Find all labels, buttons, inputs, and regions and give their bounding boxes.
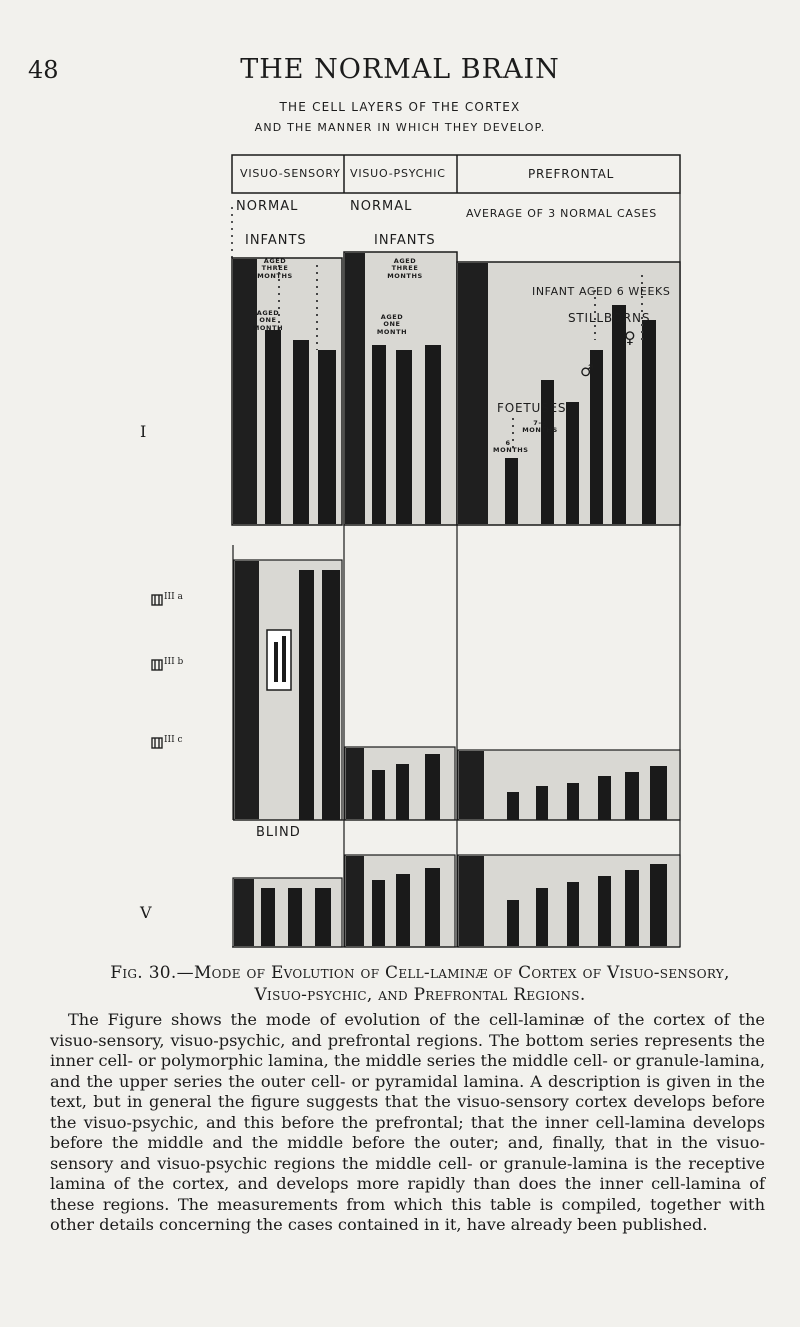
row-label-V: V: [140, 903, 152, 922]
column-header-visuo-sensory: VISUO-SENSORY: [240, 167, 341, 180]
label-normal-visuo-sensory: NORMAL: [236, 199, 299, 214]
region-I-visuo-sensory: [232, 207, 342, 525]
row-label-IIIb: III b: [164, 657, 184, 667]
label-average-normal-cases: AVERAGE OF 3 NORMAL CASES: [466, 207, 658, 220]
figure-caption: [100, 962, 740, 1006]
region-I-prefrontal: [457, 262, 680, 525]
running-head: THE NORMAL BRAIN: [240, 54, 560, 85]
figure-caption-text: —Mode of Evolution of Cell-laminæ of Cortex of Visuo-sensory, Visuo-psychic, and Prefrontal Regions.: [176, 963, 730, 1005]
label-stillborns: STILLBORNS: [568, 311, 651, 325]
body-paragraph: The Figure shows the mode of evolution of the cell-laminæ of the cortex of the visuo-sensory, visuo-psychic, and prefrontal regions. The bottom series represents the inner cell- or polymorphic lamina, the middle series the middle cell- or granule-lamina, and the upper series the outer cell- or pyramidal lamina. A description is given in the text, but in general the figure suggests that the visuo-sensory cortex develops before the visuo-psychic, and this before the prefrontal; that the inner cell-lamina develops before the middle and the middle before the outer; and, finally, that in the visuo-sensory and visuo-psychic regions the middle cell- or granule-lamina is the receptive lamina of the cortex, and develops more rapidly than does the inner cell-lamina of these regions. The measurements from which this table is compiled, together with other details concerning the cases contained in it, have already been published.: [50, 1010, 766, 1234]
male-symbol-icon: ♂: [580, 361, 595, 380]
label-infants-visuo-psychic: INFANTS: [374, 233, 436, 248]
label-infant-aged-6-weeks: INFANT AGED 6 WEEKS: [532, 285, 671, 298]
label-six-months: 6 MONTHS: [493, 439, 529, 455]
figure-title-line-2: AND THE MANNER IN WHICH THEY DEVELOP.: [254, 121, 546, 134]
figure-title-line-1: THE CELL LAYERS OF THE CORTEX: [279, 100, 521, 114]
label-aged-three-months-visuo-sensory: AGED THREE MONTHS: [257, 257, 293, 280]
label-aged-one-month-visuo-sensory: AGED ONE MONTH: [252, 309, 284, 332]
label-blind: BLIND: [256, 825, 301, 840]
label-aged-one-month-visuo-psychic: AGED ONE MONTH: [376, 313, 408, 336]
region-III: [233, 525, 680, 820]
label-normal-visuo-psychic: NORMAL: [350, 199, 413, 214]
page-number: 48: [28, 56, 59, 84]
label-foetuses: FOETUSES: [497, 401, 567, 415]
label-infants-visuo-sensory: INFANTS: [245, 233, 307, 248]
label-aged-three-months-visuo-psychic: AGED THREE MONTHS: [387, 257, 423, 280]
row-markers: [152, 595, 162, 748]
row-label-IIIa: III a: [164, 592, 183, 602]
female-symbol-icon: ♀: [624, 328, 636, 347]
label-seven-eight-months: 7-8 MONTHS: [522, 419, 558, 435]
column-header-visuo-psychic: VISUO-PSYCHIC: [350, 167, 446, 180]
row-label-IIIc: III c: [164, 735, 183, 745]
row-label-I: I: [140, 422, 147, 441]
column-header-prefrontal: PREFRONTAL: [528, 167, 615, 181]
figure-number: Fig. 30.: [110, 963, 177, 983]
region-I-visuo-psychic: [344, 252, 457, 525]
